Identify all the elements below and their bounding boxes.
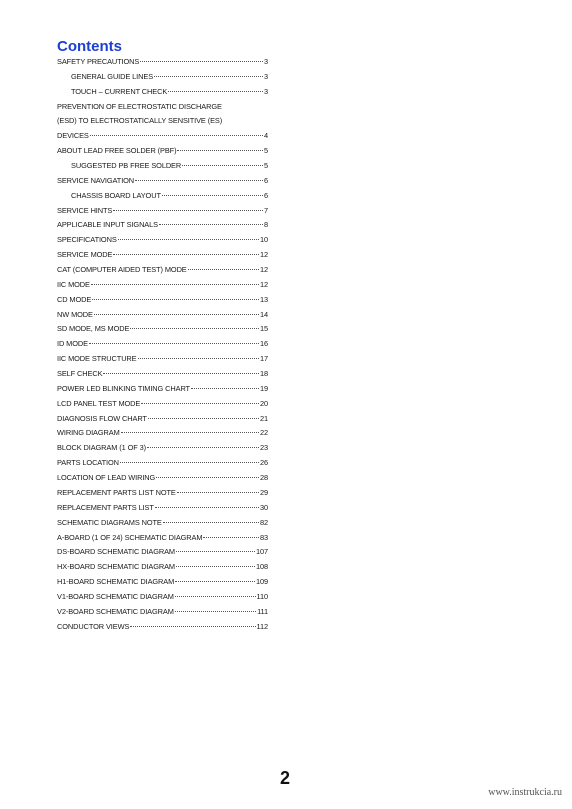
toc-entry-page: 108: [255, 562, 268, 572]
toc-dot-leader: [147, 447, 259, 448]
toc-entry-label: SUGGESTED PB FREE SOLDER: [71, 161, 182, 171]
toc-entry-label: A-BOARD (1 OF 24) SCHEMATIC DIAGRAM: [57, 532, 203, 542]
toc-entry[interactable]: [57, 397, 268, 412]
toc-dot-leader: [90, 135, 263, 136]
toc-entry[interactable]: [57, 575, 268, 590]
toc-entry-page: 3: [263, 57, 268, 66]
toc-entry-label: IIC MODE: [57, 279, 90, 289]
toc-dot-leader: [175, 611, 256, 612]
toc-entry-label: H1-BOARD SCHEMATIC DIAGRAM: [57, 577, 175, 587]
toc-entry-page: 13: [259, 294, 268, 304]
toc-entry[interactable]: [57, 501, 268, 516]
toc-entry-page: 12: [259, 279, 268, 289]
toc-entry[interactable]: [57, 263, 268, 278]
toc-entry-label: SD MODE, MS MODE: [57, 324, 130, 334]
toc-entry[interactable]: [57, 590, 268, 605]
toc-entry-label: CONDUCTOR VIEWS: [57, 621, 130, 631]
toc-entry[interactable]: [57, 382, 268, 397]
table-of-contents: [57, 55, 268, 635]
toc-entry-page: 7: [263, 205, 268, 215]
toc-entry-page: 16: [259, 339, 268, 349]
toc-entry-label: POWER LED BLINKING TIMING CHART: [57, 383, 190, 393]
toc-entry-label: DIAGNOSIS FLOW CHART: [57, 413, 147, 423]
toc-entry-label: SAFETY PRECAUTIONS: [57, 57, 140, 66]
toc-dot-leader: [177, 492, 259, 493]
toc-entry-page: 5: [263, 146, 268, 156]
toc-entry-page: 18: [259, 369, 268, 379]
toc-dot-leader: [140, 61, 263, 62]
toc-dot-leader: [154, 76, 263, 77]
toc-dot-leader: [141, 403, 259, 404]
toc-entry[interactable]: [57, 322, 268, 337]
toc-dot-leader: [191, 388, 259, 389]
toc-entry-label: CAT (COMPUTER AIDED TEST) MODE: [57, 265, 187, 275]
toc-dot-leader: [168, 91, 263, 92]
toc-entry-page: 12: [259, 265, 268, 275]
toc-entry[interactable]: [57, 456, 268, 471]
toc-dot-leader: [203, 537, 259, 538]
toc-dot-leader: [91, 284, 259, 285]
toc-dot-leader: [113, 254, 259, 255]
toc-entry-label: SELF CHECK: [57, 369, 103, 379]
toc-entry-page: 29: [259, 487, 268, 497]
toc-entry[interactable]: [57, 55, 268, 70]
toc-entry-page: 6: [263, 175, 268, 185]
toc-entry-label: CD MODE: [57, 294, 92, 304]
toc-entry[interactable]: [57, 352, 268, 367]
toc-dot-leader: [135, 180, 263, 181]
toc-entry[interactable]: [57, 159, 268, 174]
toc-entry-label: ABOUT LEAD FREE SOLDER (PBF): [57, 146, 177, 156]
toc-entry-label: GENERAL GUIDE LINES: [71, 71, 154, 81]
toc-entry-label: PARTS LOCATION: [57, 458, 119, 468]
toc-dot-leader: [94, 314, 259, 315]
toc-entry-label: CHASSIS BOARD LAYOUT: [71, 190, 161, 200]
toc-entry-page: 28: [259, 473, 268, 483]
toc-entry[interactable]: [57, 605, 268, 620]
toc-entry-page: 112: [256, 621, 268, 631]
toc-entry-label: BLOCK DIAGRAM (1 OF 3): [57, 443, 146, 453]
toc-entry-page: 19: [259, 383, 268, 393]
toc-entry-page: 14: [259, 309, 268, 319]
toc-entry-page: 20: [259, 398, 268, 408]
toc-entry[interactable]: [57, 308, 268, 323]
toc-dot-leader: [176, 551, 255, 552]
toc-entry[interactable]: [57, 114, 268, 129]
toc-dot-leader: [155, 507, 259, 508]
toc-entry[interactable]: [57, 337, 268, 352]
toc-entry-page: 83: [259, 532, 268, 542]
toc-entry[interactable]: [57, 412, 268, 427]
toc-entry-page: 17: [259, 354, 268, 364]
toc-entry-page: 110: [256, 591, 268, 601]
toc-entry-label: SCHEMATIC DIAGRAMS NOTE: [57, 517, 162, 527]
toc-dot-leader: [176, 566, 255, 567]
toc-dot-leader: [130, 328, 259, 329]
toc-dot-leader: [121, 432, 259, 433]
toc-entry[interactable]: [57, 189, 268, 204]
toc-entry-label: HX-BOARD SCHEMATIC DIAGRAM: [57, 562, 175, 572]
toc-entry-label: SERVICE NAVIGATION: [57, 175, 135, 185]
toc-entry-label: WIRING DIAGRAM: [57, 428, 120, 438]
page-number: 2: [280, 768, 291, 788]
toc-entry[interactable]: [57, 70, 268, 85]
toc-entry[interactable]: [57, 441, 268, 456]
toc-entry[interactable]: [57, 100, 268, 115]
toc-entry-page: 26: [259, 458, 268, 468]
toc-dot-leader: [103, 373, 259, 374]
toc-dot-leader: [175, 596, 256, 597]
toc-entry[interactable]: [57, 471, 268, 486]
toc-entry-page: 23: [259, 443, 268, 453]
toc-dot-leader: [188, 269, 259, 270]
toc-dot-leader: [138, 358, 259, 359]
toc-entry[interactable]: [57, 560, 268, 575]
toc-entry[interactable]: [57, 531, 268, 546]
toc-entry[interactable]: [57, 620, 268, 635]
watermark: www.instrukcia.ru: [488, 787, 562, 798]
toc-entry-label: DEVICES: [57, 131, 89, 141]
toc-entry-label: SERVICE HINTS: [57, 205, 113, 215]
toc-entry-page: 12: [259, 250, 268, 260]
toc-dot-leader: [156, 477, 259, 478]
toc-dot-leader: [130, 626, 255, 627]
toc-entry-page: 3: [263, 86, 268, 96]
toc-dot-leader: [120, 462, 259, 463]
toc-entry-label: APPLICABLE INPUT SIGNALS: [57, 220, 158, 230]
toc-entry-label: V2-BOARD SCHEMATIC DIAGRAM: [57, 606, 174, 616]
toc-entry[interactable]: [57, 218, 268, 233]
toc-entry[interactable]: [57, 85, 268, 100]
toc-dot-leader: [182, 165, 263, 166]
toc-entry[interactable]: [57, 486, 268, 501]
toc-entry-page: 10: [259, 235, 268, 245]
toc-entry[interactable]: [57, 545, 268, 560]
toc-entry-page: 82: [259, 517, 268, 527]
toc-entry-page: 22: [259, 428, 268, 438]
toc-entry-label: ID MODE: [57, 339, 88, 349]
toc-entry[interactable]: [57, 516, 268, 531]
toc-entry-label: TOUCH – CURRENT CHECK: [71, 86, 168, 96]
toc-entry-label: NW MODE: [57, 309, 93, 319]
toc-entry[interactable]: [57, 278, 268, 293]
toc-entry[interactable]: [57, 204, 268, 219]
toc-entry-label: SERVICE MODE: [57, 250, 113, 260]
toc-entry[interactable]: [57, 129, 268, 144]
toc-entry[interactable]: [57, 248, 268, 263]
toc-entry-label: REPLACEMENT PARTS LIST: [57, 502, 154, 512]
toc-entry-label: V1-BOARD SCHEMATIC DIAGRAM: [57, 591, 174, 601]
toc-entry[interactable]: [57, 293, 268, 308]
toc-entry-label: (ESD) TO ELECTROSTATICALLY SENSITIVE (ES): [57, 116, 223, 126]
toc-entry-page: 3: [263, 71, 268, 81]
toc-entry-label: REPLACEMENT PARTS LIST NOTE: [57, 487, 176, 497]
toc-dot-leader: [89, 343, 259, 344]
toc-dot-leader: [162, 195, 263, 196]
toc-entry[interactable]: [57, 144, 268, 159]
toc-entry-label: IIC MODE STRUCTURE: [57, 354, 137, 364]
toc-entry-page: 30: [259, 502, 268, 512]
toc-dot-leader: [113, 210, 263, 211]
toc-entry-label: LOCATION OF LEAD WIRING: [57, 473, 156, 483]
toc-entry[interactable]: [57, 367, 268, 382]
toc-entry[interactable]: [57, 426, 268, 441]
toc-entry-page: 15: [259, 324, 268, 334]
toc-entry-label: LCD PANEL TEST MODE: [57, 398, 141, 408]
toc-dot-leader: [177, 150, 263, 151]
toc-entry-label: DS-BOARD SCHEMATIC DIAGRAM: [57, 547, 175, 557]
toc-entry[interactable]: [57, 174, 268, 189]
toc-entry-page: 4: [263, 131, 268, 141]
toc-dot-leader: [159, 224, 263, 225]
toc-entry-page: 5: [263, 161, 268, 171]
toc-dot-leader: [92, 299, 259, 300]
toc-entry-page: 111: [257, 606, 268, 616]
toc-entry-label: SPECIFICATIONS: [57, 235, 117, 245]
toc-dot-leader: [163, 522, 259, 523]
toc-dot-leader: [175, 581, 255, 582]
toc-entry-page: 109: [255, 577, 268, 587]
page-title: Contents: [57, 38, 122, 55]
toc-entry[interactable]: [57, 233, 268, 248]
toc-entry-label: PREVENTION OF ELECTROSTATIC DISCHARGE: [57, 101, 222, 111]
toc-entry-page: 6: [263, 190, 268, 200]
toc-entry-page: 21: [259, 413, 268, 423]
toc-entry-page: 107: [255, 547, 268, 557]
toc-entry-page: 8: [263, 220, 268, 230]
toc-dot-leader: [148, 418, 259, 419]
toc-dot-leader: [118, 239, 259, 240]
